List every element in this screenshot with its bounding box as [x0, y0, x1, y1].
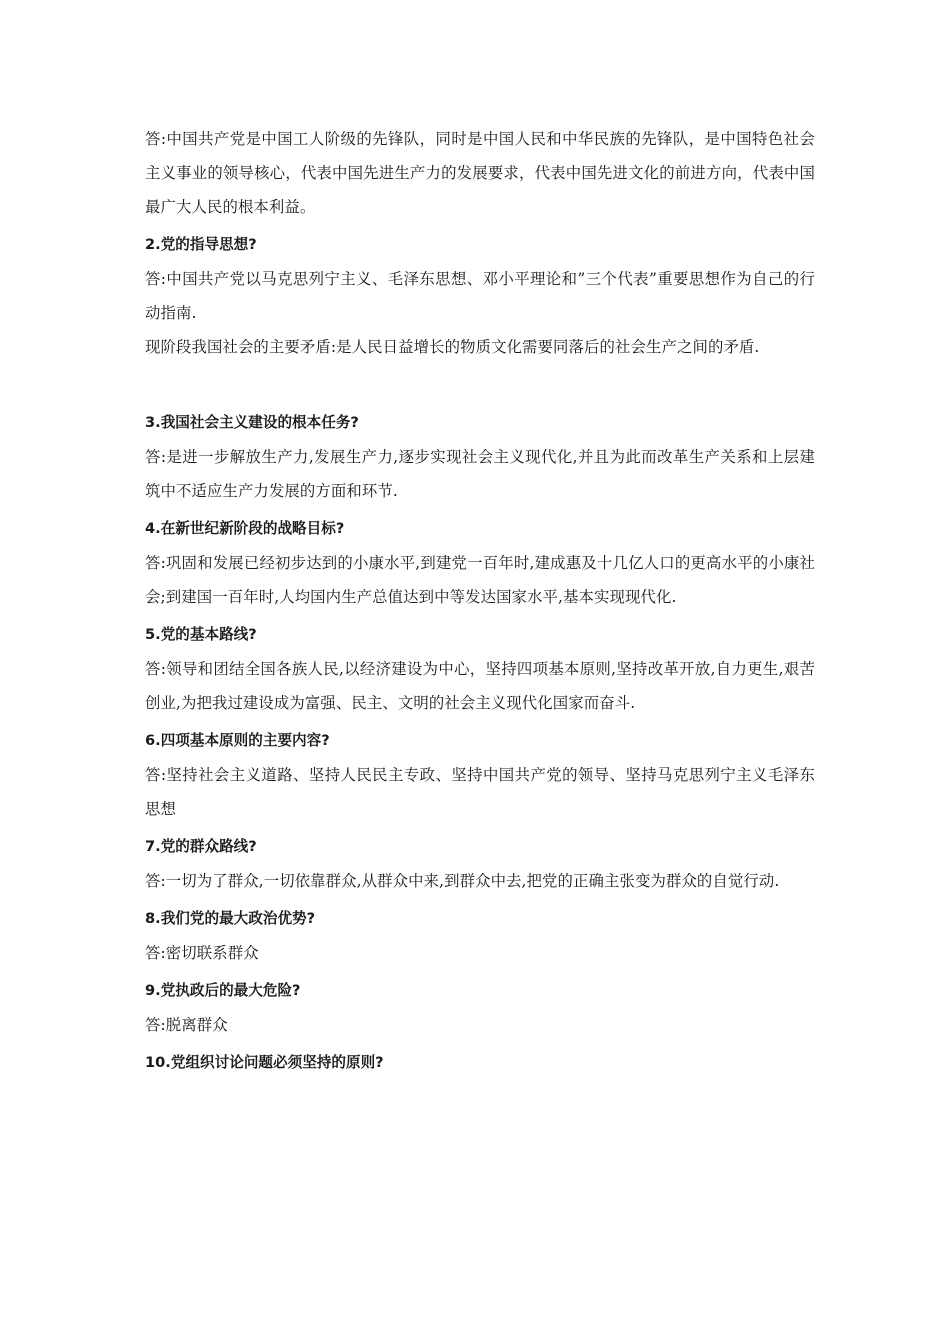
question-9: 9.党执政后的最大危险?	[145, 982, 301, 999]
question-4: 4.在新世纪新阶段的战略目标?	[145, 520, 345, 537]
question-8: 8.我们党的最大政治优势?	[145, 910, 316, 927]
question-5: 5.党的基本路线?	[145, 626, 257, 643]
question-6: 6.四项基本原则的主要内容?	[145, 732, 330, 749]
answer-4: 答:巩固和发展已经初步达到的小康水平,到建党一百年时,建成惠及十几亿人口的更高水平的小康社会;到建国一百年时,人均国内生产总值达到中等发达国家水平,基本实现现代化.	[145, 554, 815, 606]
answer-5: 答:领导和团结全国各族人民,以经济建设为中心，坚持四项基本原则,坚持改革开放,自力更生,艰苦创业,为把我过建设成为富强、民主、文明的社会主义现代化国家而奋斗.	[145, 660, 815, 712]
question-10: 10.党组织讨论问题必须坚持的原则?	[145, 1054, 384, 1071]
answer-8: 答:密切联系群众	[145, 944, 259, 962]
answer-2: 答:中国共产党以马克思列宁主义、毛泽东思想、邓小平理论和”三个代表”重要思想作为自己的行动指南.	[145, 270, 815, 322]
answer-9: 答:脱离群众	[145, 1016, 228, 1034]
answer-6: 答:坚持社会主义道路、坚持人民民主专政、坚持中国共产党的领导、坚持马克思列宁主义毛泽东思想	[145, 766, 815, 818]
answer-2-note: 现阶段我国社会的主要矛盾:是人民日益增长的物质文化需要同落后的社会生产之间的矛盾.	[145, 338, 760, 356]
question-2: 2.党的指导思想?	[145, 236, 257, 253]
question-3: 3.我国社会主义建设的根本任务?	[145, 414, 359, 431]
answer-3: 答:是进一步解放生产力,发展生产力,逐步实现社会主义现代化,并且为此而改革生产关系和上层建筑中不适应生产力发展的方面和环节.	[145, 448, 815, 500]
answer-7: 答:一切为了群众,一切依靠群众,从群众中来,到群众中去,把党的正确主张变为群众的自觉行动.	[145, 872, 780, 890]
document-body	[145, 122, 815, 1080]
answer-1: 答:中国共产党是中国工人阶级的先锋队，同时是中国人民和中华民族的先锋队，是中国特色社会主义事业的领导核心，代表中国先进生产力的发展要求，代表中国先进文化的前进方向，代表中国最广大人民的根本利益。	[145, 130, 815, 216]
question-7: 7.党的群众路线?	[145, 838, 257, 855]
paragraph-gap	[145, 364, 815, 402]
